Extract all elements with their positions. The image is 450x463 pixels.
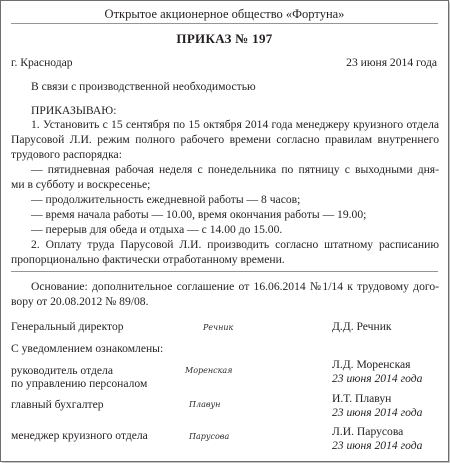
person2-name: И.Т. Плавун [332,392,392,405]
director-position: Генеральный директор [11,320,124,333]
bullet4: — перерыв для обеда и отдыха — с 14.00 до 15.00. [31,223,283,236]
bullet1-line1: — пятидневная рабочая неделя с понедельника по пятницу с выходными дня- [31,163,439,176]
person1-position-line1: руководитель отдела [11,364,113,377]
person2-signature: Плавун [189,400,221,409]
person3-position: менеджер круизного отдела [11,429,148,442]
bullet2: — продолжительность ежедневной работы — 8 часов; [31,193,301,206]
item2-line1: 2. Оплату труда Парусовой Л.И. производить согласно штатному расписанию [31,238,439,251]
preamble-text: В связи с производственной необходимостью [31,80,256,93]
document-date: 23 июня 2014 года [346,56,437,69]
director-signature: Речник [203,323,234,332]
bullet1-line2: ми в субботу и воскресенье; [11,178,151,191]
person3-date: 23 июня 2014 года [332,439,423,452]
document-city: г. Краснодар [11,56,73,69]
person1-date: 23 июня 2014 года [332,372,423,385]
order-word: ПРИКАЗЫВАЮ: [31,104,117,117]
acknowledged-heading: С уведомлением ознакомлены: [11,342,164,355]
organization-name: Открытое акционерное общество «Фортуна» [104,7,345,21]
item1-line2: Парусовой Л.И. режим полного рабочего времени согласно правилам внутреннего [11,133,439,146]
director-name: Д.Д. Речник [332,320,392,333]
person1-signature: Моренская [185,366,233,375]
item1-line3: трудового распорядка: [11,148,122,161]
person1-name: Л.Д. Моренская [332,358,411,371]
item2-line2: пропорционально фактически отработанному времени. [11,253,285,266]
person2-position: главный бухгалтер [11,398,104,411]
person3-name: Л.И. Парусова [332,425,404,438]
person1-position-line2: по управлению персоналом [11,377,148,390]
basis-divider [11,271,438,272]
basis-line2: вору от 20.08.2012 № 89/08. [11,295,149,308]
person3-signature: Парусова [189,432,230,441]
person2-date: 23 июня 2014 года [332,406,423,419]
item1-line1: 1. Установить с 15 сентября по 15 октября 2014 года менеджеру круизного отдела [31,118,439,131]
bullet3: — время начала работы — 10.00, время окончания работы — 19.00; [31,208,367,221]
header-divider [11,23,438,24]
basis-line1: Основание: дополнительное соглашение от 16.06.2014 №1/14 к трудовому дого- [31,280,439,293]
document-title: ПРИКАЗ № 197 [176,31,273,46]
